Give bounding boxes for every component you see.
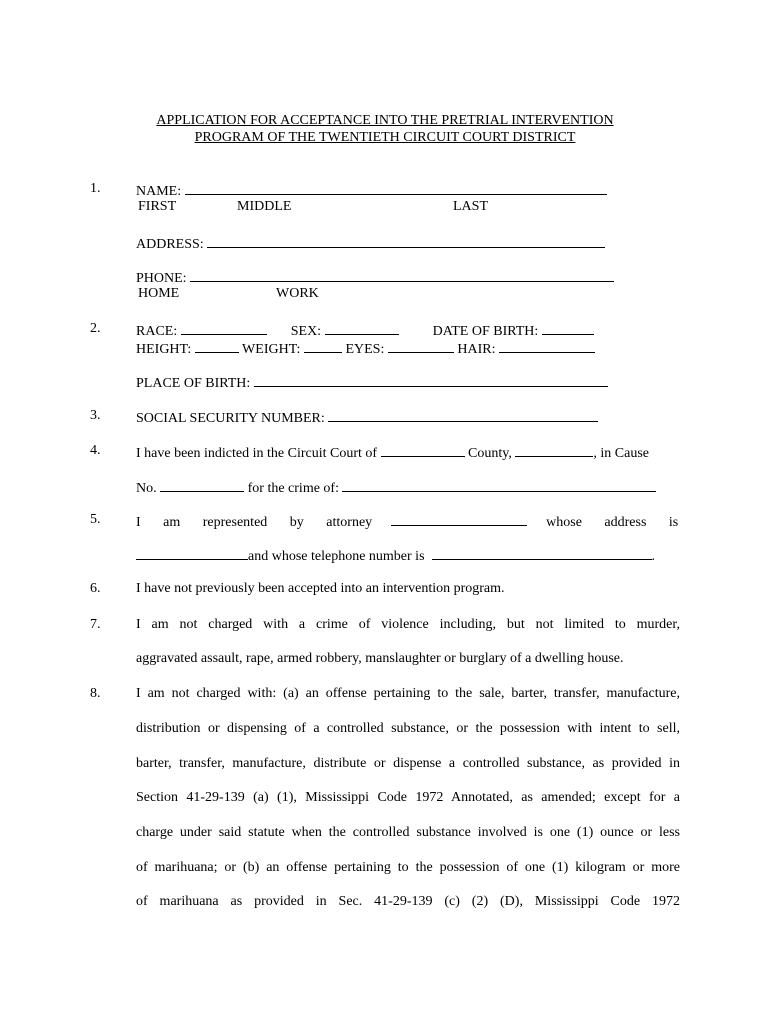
place-of-birth-field[interactable] <box>254 373 608 387</box>
cause-no-label: No. <box>136 481 157 496</box>
ssn-label: SOCIAL SECURITY NUMBER: <box>136 411 325 426</box>
attorney-address-field[interactable] <box>136 546 248 560</box>
hair-field[interactable] <box>499 339 595 353</box>
item-8-number: 8. <box>90 686 101 701</box>
item-1-number: 1. <box>90 181 101 196</box>
form-title-line-2: PROGRAM OF THE TWENTIETH CIRCUIT COURT DISTRICT <box>194 130 576 145</box>
crime-label: for the crime of: <box>247 481 339 496</box>
attorney-phone-row <box>136 546 655 565</box>
item-6-number: 6. <box>90 581 101 596</box>
height-label: HEIGHT: <box>136 342 192 357</box>
item-7-line-2: aggravated assault, rape, armed robbery, manslaughter or burglary of a dwelling house. <box>136 651 624 666</box>
item-7-number: 7. <box>90 617 101 632</box>
item-3-number: 3. <box>90 408 101 423</box>
race-sex-dob-row <box>136 321 594 340</box>
phone-label: PHONE: <box>136 271 187 286</box>
weight-label: WEIGHT: <box>242 342 301 357</box>
eyes-label: EYES: <box>345 342 385 357</box>
telephone-text: and whose telephone number is <box>248 549 425 564</box>
dob-label: DATE OF BIRTH: <box>432 324 539 339</box>
item-6-text: I have not previously been accepted into an intervention program. <box>136 581 505 596</box>
item-8-line-1: I am not charged with: (a) an offense pertaining to the sale, barter, transfer, manufacture, <box>136 686 680 701</box>
crime-field[interactable] <box>342 478 656 492</box>
name-row <box>136 181 607 200</box>
address-row <box>136 234 605 253</box>
dob-field[interactable] <box>542 321 594 335</box>
middle-name-caption: MIDDLE <box>237 199 292 214</box>
county-label: County, <box>468 446 512 461</box>
indictment-row <box>136 443 649 462</box>
item-8-line-2: distribution or dispensing of a controlled substance, or the possession with intent to sell, <box>136 721 680 736</box>
item-5-number: 5. <box>90 512 101 527</box>
item-8-line-3: barter, transfer, manufacture, distribute or dispense a controlled substance, as provided in <box>136 756 680 771</box>
work-phone-caption: WORK <box>276 286 319 301</box>
attorney-row <box>136 512 680 531</box>
item-7-line-1: I am not charged with a crime of violence including, but not limited to murder, <box>136 617 680 632</box>
phone-row <box>136 268 614 287</box>
address-text: whose address is <box>546 515 679 530</box>
ssn-field[interactable] <box>328 408 598 422</box>
cause-number-row <box>136 478 656 497</box>
place-of-birth-row <box>136 373 608 392</box>
first-name-caption: FIRST <box>138 199 177 214</box>
item-8-line-7: of marihuana as provided in Sec. 41-29-139 (c) (2) (D), Mississippi Code 1972 <box>136 894 680 909</box>
race-field[interactable] <box>181 321 267 335</box>
item-8-line-5: charge under said statute when the controlled substance involved is one (1) ounce or less <box>136 825 680 840</box>
attorney-text: I am represented by attorney <box>136 515 373 530</box>
name-label: NAME: <box>136 184 182 199</box>
name-field[interactable] <box>185 181 607 195</box>
sex-label: SEX: <box>290 324 322 339</box>
height-field[interactable] <box>195 339 239 353</box>
item-2-number: 2. <box>90 321 101 336</box>
form-title-line-1: APPLICATION FOR ACCEPTANCE INTO THE PRETRIAL INTERVENTION <box>156 113 614 128</box>
attorney-field[interactable] <box>391 512 527 526</box>
eyes-field[interactable] <box>388 339 454 353</box>
address-label: ADDRESS: <box>136 237 204 252</box>
attorney-phone-field[interactable] <box>432 546 652 560</box>
last-name-caption: LAST <box>453 199 488 214</box>
address-field[interactable] <box>207 234 605 248</box>
home-phone-caption: HOME <box>138 286 180 301</box>
cause-number-field[interactable] <box>160 478 244 492</box>
hair-label: HAIR: <box>457 342 496 357</box>
race-label: RACE: <box>136 324 178 339</box>
item-8-line-6: of marihuana; or (b) an offense pertaining to the possession of one (1) kilogram or more <box>136 860 680 875</box>
place-of-birth-label: PLACE OF BIRTH: <box>136 376 251 391</box>
weight-field[interactable] <box>304 339 342 353</box>
form-title <box>120 112 650 146</box>
period: . <box>651 549 656 564</box>
indictment-text: I have been indicted in the Circuit Court of <box>136 446 378 461</box>
state-field[interactable] <box>515 443 593 457</box>
item-8-line-4: Section 41-29-139 (a) (1), Mississippi Code 1972 Annotated, as amended; except for a <box>136 790 680 805</box>
item-4-number: 4. <box>90 443 101 458</box>
height-weight-eyes-hair-row <box>136 339 595 358</box>
county-field[interactable] <box>381 443 465 457</box>
ssn-row <box>136 408 598 427</box>
phone-field[interactable] <box>190 268 614 282</box>
cause-text: , in Cause <box>593 446 649 461</box>
sex-field[interactable] <box>325 321 399 335</box>
